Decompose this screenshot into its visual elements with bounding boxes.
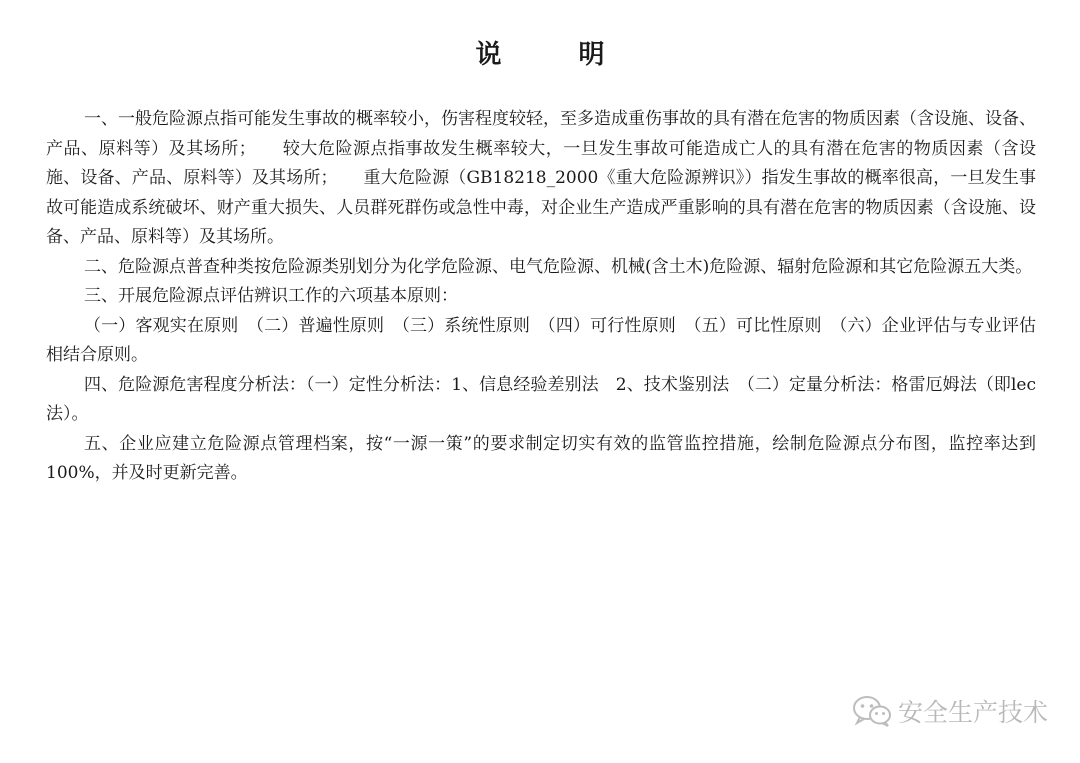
- paragraph-4: （一）客观实在原则 （二）普遍性原则 （三）系统性原则 （四）可行性原则 （五）可比性原则 （六）企业评估与专业评估相结合原则。: [46, 315, 1036, 365]
- watermark: [852, 693, 1048, 729]
- wechat-icon: [852, 694, 892, 728]
- paragraph-5: 四、危险源危害程度分析法：（一）定性分析法：1、信息经验差别法 2、技术鉴别法 （二）定量分析法：格雷厄姆法（即lec法）。: [46, 374, 1036, 424]
- watermark-text: 安全生产技术: [897, 698, 1048, 727]
- document-body: [46, 105, 1036, 489]
- paragraph-1: 一、一般危险源点指可能发生事故的概率较小，伤害程度较轻，至多造成重伤事故的具有潜在危害的物质因素（含设施、设备、产品、原料等）及其场所； 较大危险源点指事故发生概率较大，一旦发生事故可能造成亡人的具有潜在危害的物质因素（含设施、设备、产品、原料等）及其场所； 重大危险源（GB18218_2000《重大危险源辨识》）指发生事故的概率很高，一旦发生事故可能造成系统破坏、财产重大损失、人员群死群伤或急性中毒，对企业生产造成严重影响的具有潜在危害的物质因素（含设施、设备、产品、原料等）及其场所。: [46, 109, 1036, 247]
- paragraph-3: 三、开展危险源点评估辨识工作的六项基本原则：: [84, 286, 458, 306]
- paragraph-6: 五、企业应建立危险源点管理档案，按“一源一策”的要求制定切实有效的监管监控措施，绘制危险源点分布图，监控率达到100%，并及时更新完善。: [46, 433, 1036, 483]
- paragraph-2: 二、危险源点普查种类按危险源类别划分为化学危险源、电气危险源、机械(含土木)危险源、辐射危险源和其它危险源五大类。: [84, 256, 1033, 277]
- page-title: 说 明: [475, 40, 639, 70]
